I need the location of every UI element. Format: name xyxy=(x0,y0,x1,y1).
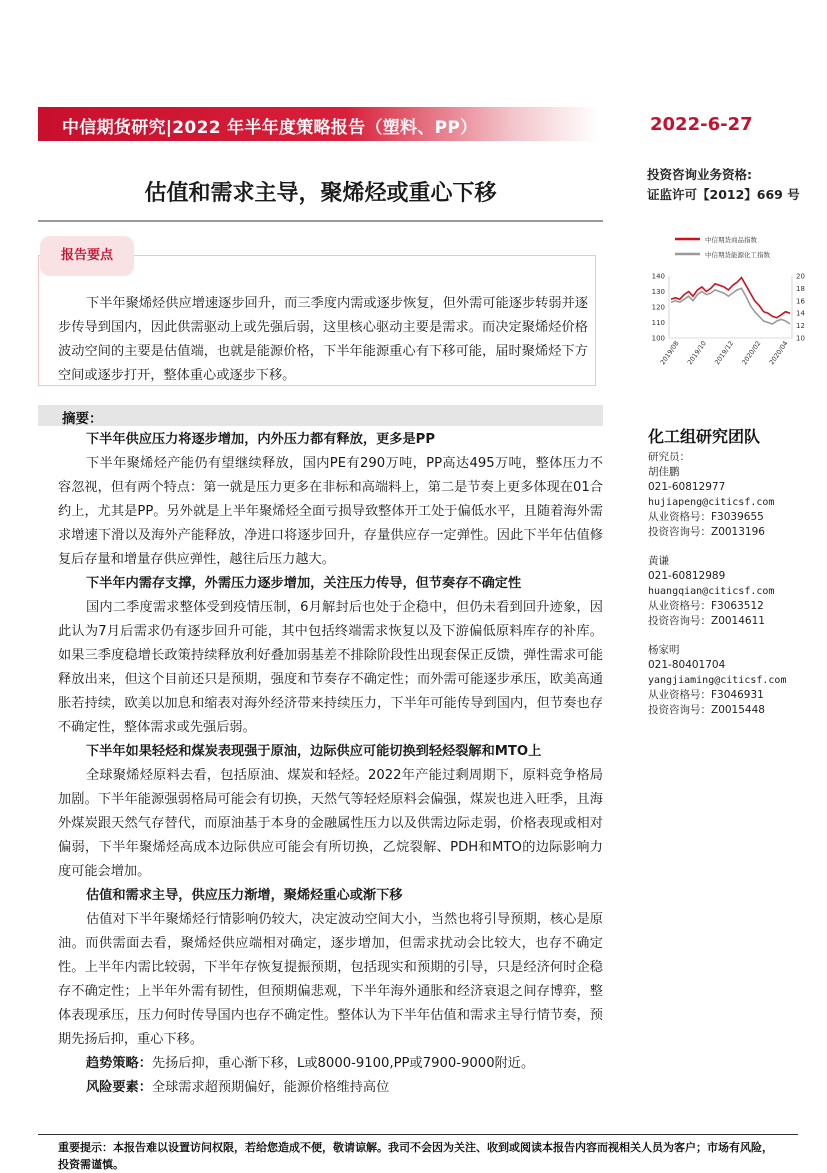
researcher-consult: 投资咨询号：Z0015448 xyxy=(648,704,765,716)
key-points-tab: 报告要点 xyxy=(40,236,134,276)
page-title: 估值和需求主导，聚烯烃或重心下移 xyxy=(144,181,497,206)
y-right-tick-label: 14 xyxy=(796,309,805,318)
series-line xyxy=(671,278,790,318)
y-right-tick-label: 10 xyxy=(796,334,805,343)
section-text-valuation: 估值对下半年聚烯烃行情影响仍较大，决定波动空间大小，当然也将引导预期，核心是原油。而供需面去看，聚烯烃供应端相对确定，逐步增加，但需求扰动会比较大，也存不确定性。上半年内需比较弱，下半年存恢复提振预期，包括现实和预期的引导，只是经济何时企稳存不确定性；上半年外需有韧性，但预期偏悲观，下半年海外通胀和经济衰退之间存博弈，整体表现承压，压力何时传导国内也存不确定性。整体认为下半年估值和需求主导行情节奏，预期先扬后抑，重心下移。 xyxy=(58,912,603,1047)
section-heading-demand: 下半年内需存支撑，外需压力逐步增加，关注压力传导，但节奏存不确定性 xyxy=(86,576,522,591)
series-line xyxy=(671,288,790,324)
summary-body xyxy=(58,428,603,1100)
summary-label: 摘要： xyxy=(62,411,103,427)
section-text-supply: 下半年聚烯烃产能仍有望继续释放，国内PE有290万吨，PP高达495万吨，整体压力不容忽视，但有两个特点：第一就是压力更多在非标和高端料上，第二是节奏上更多体现在01合约上，尤其是PP。另外就是上半年聚烯烃全面亏损导致整体开工处于偏低水平，且随着海外需求增速下滑以及海外产能释放，净进口将逐步回升，存量供应存一定弹性。因此下半年估值修复后存量和增量存供应弹性，越往后压力越大。 xyxy=(58,456,603,567)
researcher-consult: 投资咨询号：Z0014611 xyxy=(648,615,765,627)
researcher-list xyxy=(648,450,823,732)
researcher-email[interactable]: yangjiaming@citicsf.com xyxy=(648,675,787,686)
risk-label: 风险要素： xyxy=(86,1080,152,1095)
researcher-name: 黄谦 xyxy=(648,555,669,567)
footer-divider xyxy=(38,1134,798,1135)
y-tick-label: 100 xyxy=(651,334,665,343)
report-date: 2022-6-27 xyxy=(650,114,753,135)
section-heading-supply: 下半年供应压力将逐步增加，内外压力都有释放，更多是PP xyxy=(86,432,436,447)
researcher-cert: 从业资格号：F3063512 xyxy=(648,600,764,612)
index-chart xyxy=(640,228,820,380)
section-text-demand: 国内二季度需求整体受到疫情压制，6月解封后也处于企稳中，但仍未看到回升迹象，因此认为7月后需求仍有逐步回升可能，其中包括终端需求恢复以及下游偏低原料库存的补库。如果三季度稳增长政策持续释放利好叠加弱基差不排除阶段性出现套保正反馈，弹性需求可能释放出来，但这个目前还只是预期，强度和节奏存不确定性；而外需可能逐步承压，欧美高通胀若持续，欧美以加息和缩表对海外经济带来持续压力，下半年可能传导到国内，但节奏也存不确定性，整体需求或先强后弱。 xyxy=(58,600,603,735)
researcher-consult: 投资咨询号：Z0013196 xyxy=(648,526,765,538)
section-heading-valuation: 估值和需求主导，供应压力渐增，聚烯烃重心或渐下移 xyxy=(86,888,403,903)
researcher-name: 胡佳鹏 xyxy=(648,466,680,478)
y-tick-label: 120 xyxy=(651,303,665,312)
y-tick-label: 110 xyxy=(651,319,665,327)
x-tick-label: 2019/10 xyxy=(685,339,708,367)
disclaimer-footer: 重要提示：本报告难以设置访问权限，若给您造成不便，敬请谅解。我司不会因为关注、收到或阅读本报告内容而视相关人员为客户；市场有风险，投资需谨慎。 xyxy=(58,1141,773,1171)
y-tick-label: 130 xyxy=(651,288,665,296)
researcher-email[interactable]: hujiapeng@citicsf.com xyxy=(648,497,775,508)
researcher-card xyxy=(648,643,823,718)
researcher-email[interactable]: huangqian@citicsf.com xyxy=(648,586,775,597)
y-right-tick-label: 18 xyxy=(796,284,805,293)
researcher-card xyxy=(648,554,823,629)
x-tick-label: 2019/08 xyxy=(658,339,681,367)
qualification-line-2: 证监许可【2012】669 号 xyxy=(647,187,800,202)
researcher-cert: 从业资格号：F3039655 xyxy=(648,511,764,523)
y-tick-label: 140 xyxy=(651,272,665,281)
researcher-phone: 021-60812989 xyxy=(648,570,726,582)
x-tick-label: 2020/04 xyxy=(767,339,790,367)
researcher-name: 杨家明 xyxy=(648,644,680,656)
researcher-phone: 021-60812977 xyxy=(648,481,726,493)
strategy-text: 先扬后抑，重心渐下移，L或8000-9100,PP或7900-9000附近。 xyxy=(151,1056,535,1071)
researcher-cert: 从业资格号：F3046931 xyxy=(648,689,764,701)
team-title: 化工组研究团队 xyxy=(648,427,761,446)
key-points-text: 下半年聚烯烃供应增速逐步回升，而三季度内需或逐步恢复，但外需可能逐步转弱并逐步传导到国内，因此供需驱动上或先强后弱，这里核心驱动主要是需求。而决定聚烯烃价格波动空间的主要是估值端，也就是能源价格，下半年能源重心有下移可能，届时聚烯烃下方空间或逐步打开，整体重心或逐步下移。 xyxy=(58,296,588,383)
legend-label: 中信期货能源化工指数 xyxy=(705,251,770,259)
y-right-tick-label: 20 xyxy=(796,272,805,281)
x-tick-label: 2020/02 xyxy=(740,339,763,367)
x-tick-label: 2019/12 xyxy=(713,339,736,367)
strategy-label: 趋势策略： xyxy=(86,1056,152,1071)
section-text-feedstock: 全球聚烯烃原料去看，包括原油、煤炭和轻烃。2022年产能过剩周期下，原料竞争格局加剧。下半年能源强弱格局可能会有切换，天然气等轻烃原料会偏强，煤炭也进入旺季，且海外煤炭跟天然气存替代，而原油基于本身的金融属性压力以及供需边际走弱，价格表现或相对偏弱，下半年聚烯烃高成本边际供应可能会有所切换，乙烷裂解、PDH和MTO的边际影响力度可能会增加。 xyxy=(58,768,603,879)
researcher-card xyxy=(648,465,823,540)
report-header-title: 中信期货研究|2022 年半年度策略报告（塑料、PP） xyxy=(62,118,478,138)
researcher-label: 研究员： xyxy=(648,451,690,463)
y-right-tick-label: 12 xyxy=(796,322,805,331)
qualification-line-1: 投资咨询业务资格: xyxy=(647,167,752,182)
summary-bar xyxy=(38,405,603,426)
section-heading-feedstock: 下半年如果轻烃和煤炭表现强于原油，边际供应可能切换到轻烃裂解和MTO上 xyxy=(86,744,542,759)
risk-line xyxy=(58,1076,603,1100)
risk-text: 全球需求超预期偏好，能源价格维持高位 xyxy=(151,1080,390,1095)
y-right-tick-label: 16 xyxy=(796,297,805,306)
strategy-line xyxy=(58,1052,603,1076)
researcher-phone: 021-80401704 xyxy=(648,659,726,671)
legend-label: 中信期货商品指数 xyxy=(705,236,757,244)
title-divider xyxy=(38,220,603,222)
